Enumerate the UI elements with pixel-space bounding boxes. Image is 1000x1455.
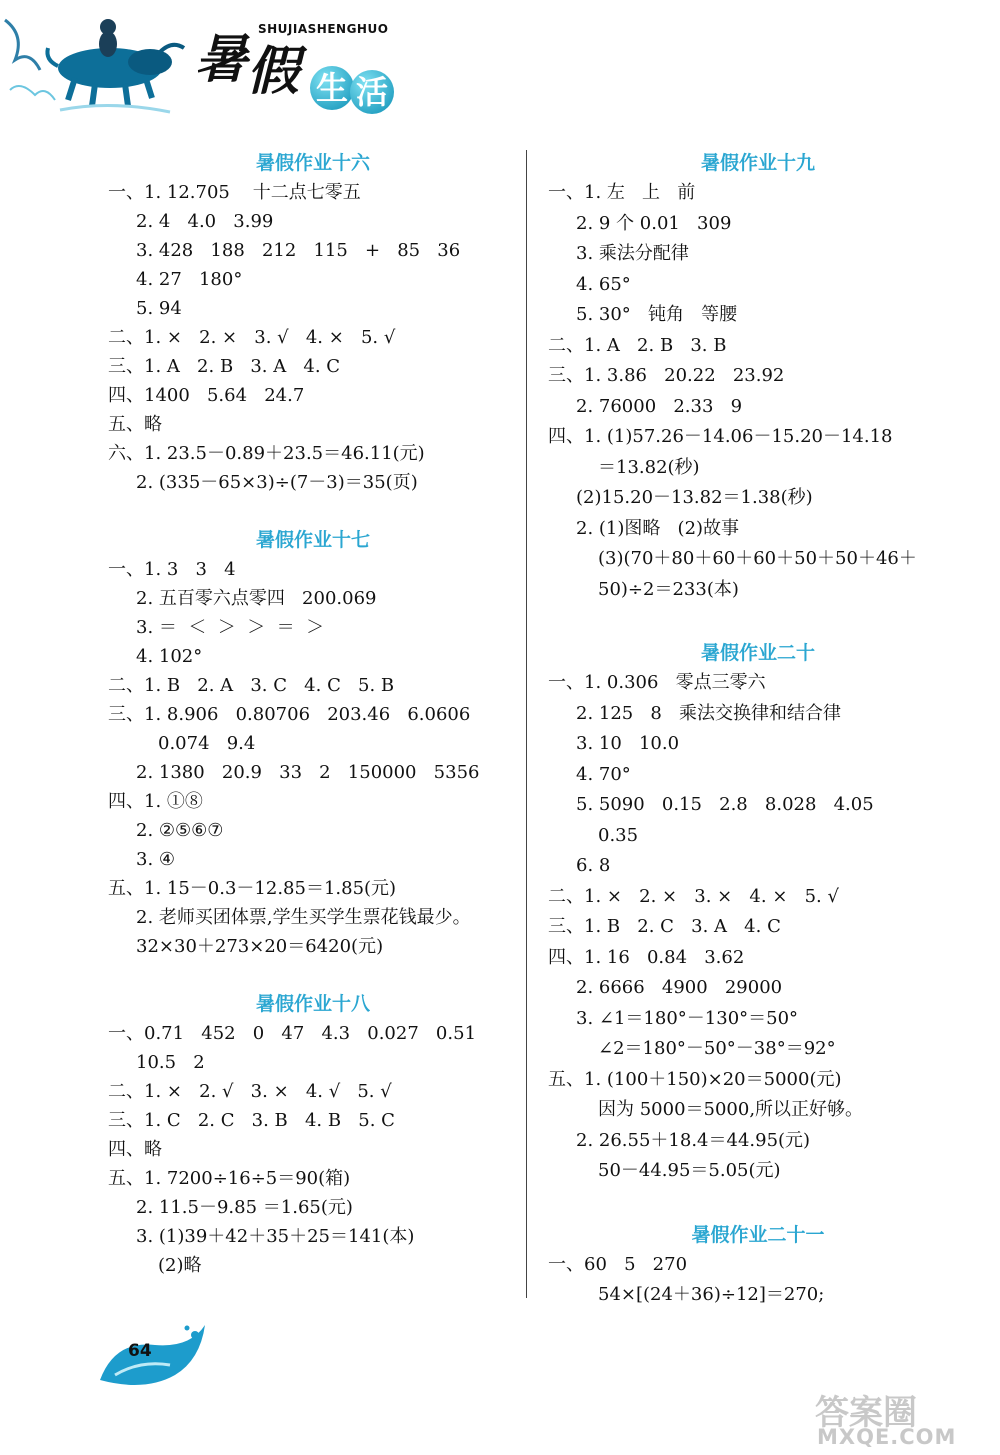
answer-line: 四、1. (1)57.26－14.06－15.20－14.18 [548,426,893,447]
answer-line: 三、1. 3.86 20.22 23.92 [548,365,785,386]
answer-line: 50－44.95＝5.05(元) [598,1160,781,1181]
answer-line: 2. 26.55＋18.4＝44.95(元) [576,1129,811,1151]
ox-illustration [0,0,200,140]
answer-line: 3. (1)39＋42＋35＋25＝141(本) [136,1226,415,1247]
answer-line: 四、1. ①⑧ [108,791,203,812]
watermark-logo-text: 答案圈 [815,1393,917,1433]
header [0,0,1000,140]
answer-line: 5. 30° 钝角 等腰 [576,304,738,325]
answer-line: 3. ④ [136,849,176,870]
answer-line: 2. 1380 20.9 33 2 150000 5356 [136,762,480,783]
section-title-18: 暑假作业十八 [255,993,370,1015]
answer-line: 三、1. C 2. C 3. B 4. B 5. C [108,1110,395,1131]
answer-line: 0.074 9.4 [158,733,256,754]
answer-line: 二、1. A 2. B 3. B [548,334,727,356]
answer-line: 三、1. 8.906 0.80706 203.46 6.0606 [108,704,471,725]
answer-line: 2. 老师买团体票,学生买学生票花钱最少。 [136,907,471,928]
answer-line: 五、1. (100＋150)×20＝5000(元) [548,1068,842,1090]
answer-line: 4. 27 180° [136,269,243,290]
answer-line: 10.5 2 [136,1052,205,1073]
answer-line: 一、60 5 270 [548,1253,688,1275]
answer-line: 五、1. 7200÷16÷5＝90(箱) [108,1168,351,1189]
answer-line: 5. 5090 0.15 2.8 8.028 4.05 [576,794,874,815]
answer-line: 五、略 [108,414,162,435]
water-splash-illustration [95,1320,215,1395]
answer-line: 3. 428 188 212 115 + 85 36 [136,240,461,261]
answer-line: 3. ∠1＝180°－130°＝50° [576,1007,799,1029]
answer-line: 32×30＋273×20＝6420(元) [136,936,384,957]
title-char-sheng: 生 [310,66,354,110]
answer-line: 一、1. 左 上 前 [548,182,696,203]
answer-line: 2. 9 个 0.01 309 [576,212,732,234]
answer-line: 2. (335－65×3)÷(7－3)＝35(页) [136,472,418,493]
answer-line: 2. 76000 2.33 9 [576,395,743,417]
answer-line: (3)(70＋80＋60＋60＋50＋50＋46＋ [598,548,917,569]
answer-line: 4. 65° [576,273,631,295]
title-char-shu: 暑 [195,29,248,90]
section-title-16: 暑假作业十六 [255,152,370,174]
answer-line: 0.35 [598,824,639,846]
answer-line: 四、1. 16 0.84 3.62 [548,946,745,968]
section-title-21: 暑假作业二十一 [691,1223,825,1246]
answer-line: 因为 5000＝5000,所以正好够。 [598,1099,864,1120]
answer-line: (2)15.20－13.82＝1.38(秒) [576,487,813,508]
answer-line: 二、1. B 2. A 3. C 4. C 5. B [108,675,395,696]
answer-line: 2. 125 8 乘法交换律和结合律 [576,702,842,724]
answer-line: 二、1. × 2. √ 3. × 4. √ 5. √ [108,1081,392,1102]
answer-line: 一、1. 3 3 4 [108,559,236,580]
answer-line: 3. 10 10.0 [576,733,680,754]
answer-line: 五、1. 15－0.3－12.85＝1.85(元) [108,878,397,899]
section-title-19: 暑假作业十九 [700,152,815,174]
answer-line: 2. 4 4.0 3.99 [136,211,274,232]
answer-line: 54×[(24＋36)÷12]＝270; [598,1284,825,1305]
answer-line: 四、略 [108,1139,162,1160]
answer-line: 4. 70° [576,763,631,785]
answer-line: 3. 乘法分配律 [576,243,689,264]
answer-line: (2)略 [158,1255,202,1276]
answer-line: 2. 五百零六点零四 200.069 [136,588,377,609]
answer-line: 2. ②⑤⑥⑦ [136,820,224,841]
answer-line: 6. 8 [576,855,611,876]
answer-line: 二、1. × 2. × 3. × 4. × 5. √ [548,885,839,907]
section-title-20: 暑假作业二十 [700,642,815,664]
answer-line: 三、1. B 2. C 3. A 4. C [548,916,781,937]
section-title-17: 暑假作业十七 [255,529,370,551]
answer-line: 一、0.71 452 0 47 4.3 0.027 0.51 [108,1023,477,1044]
answer-line: 一、1. 0.306 零点三零六 [548,672,766,693]
answer-line: 4. 102° [136,646,203,667]
title-char-jia: 假 [247,41,300,102]
answer-line: 二、1. × 2. × 3. √ 4. × 5. √ [108,327,396,348]
watermark-domain: MXQE.COM [817,1425,957,1449]
answer-line: ＝13.82(秒) [598,456,700,478]
answer-line: 5. 94 [136,298,182,319]
answer-line: 2. (1)图略 (2)故事 [576,517,740,539]
answer-line: ∠2＝180°－50°－38°＝92° [598,1038,836,1059]
answer-line: 四、1400 5.64 24.7 [108,385,305,406]
title-char-huo: 活 [350,70,394,114]
answer-line: 2. 11.5－9.85 ＝1.65(元) [136,1197,353,1218]
right-column [548,148,968,1311]
column-divider [526,150,527,1298]
page-number: 64 [128,1341,152,1361]
answer-line: 一、1. 12.705 十二点七零五 [108,182,361,203]
answer-line: 50)÷2＝233(本) [598,578,739,600]
header-pinyin: SHUJIASHENGHUO [258,22,389,36]
answer-line: 2. 6666 4900 29000 [576,977,783,998]
answer-line: 六、1. 23.5－0.89＋23.5＝46.11(元) [108,443,425,464]
answer-line: 三、1. A 2. B 3. A 4. C [108,356,341,377]
site-watermark [815,1385,990,1450]
left-column [108,148,518,1280]
answer-line: 3. ＝ ＜ ＞ ＞ ＝ ＞ [136,617,325,638]
